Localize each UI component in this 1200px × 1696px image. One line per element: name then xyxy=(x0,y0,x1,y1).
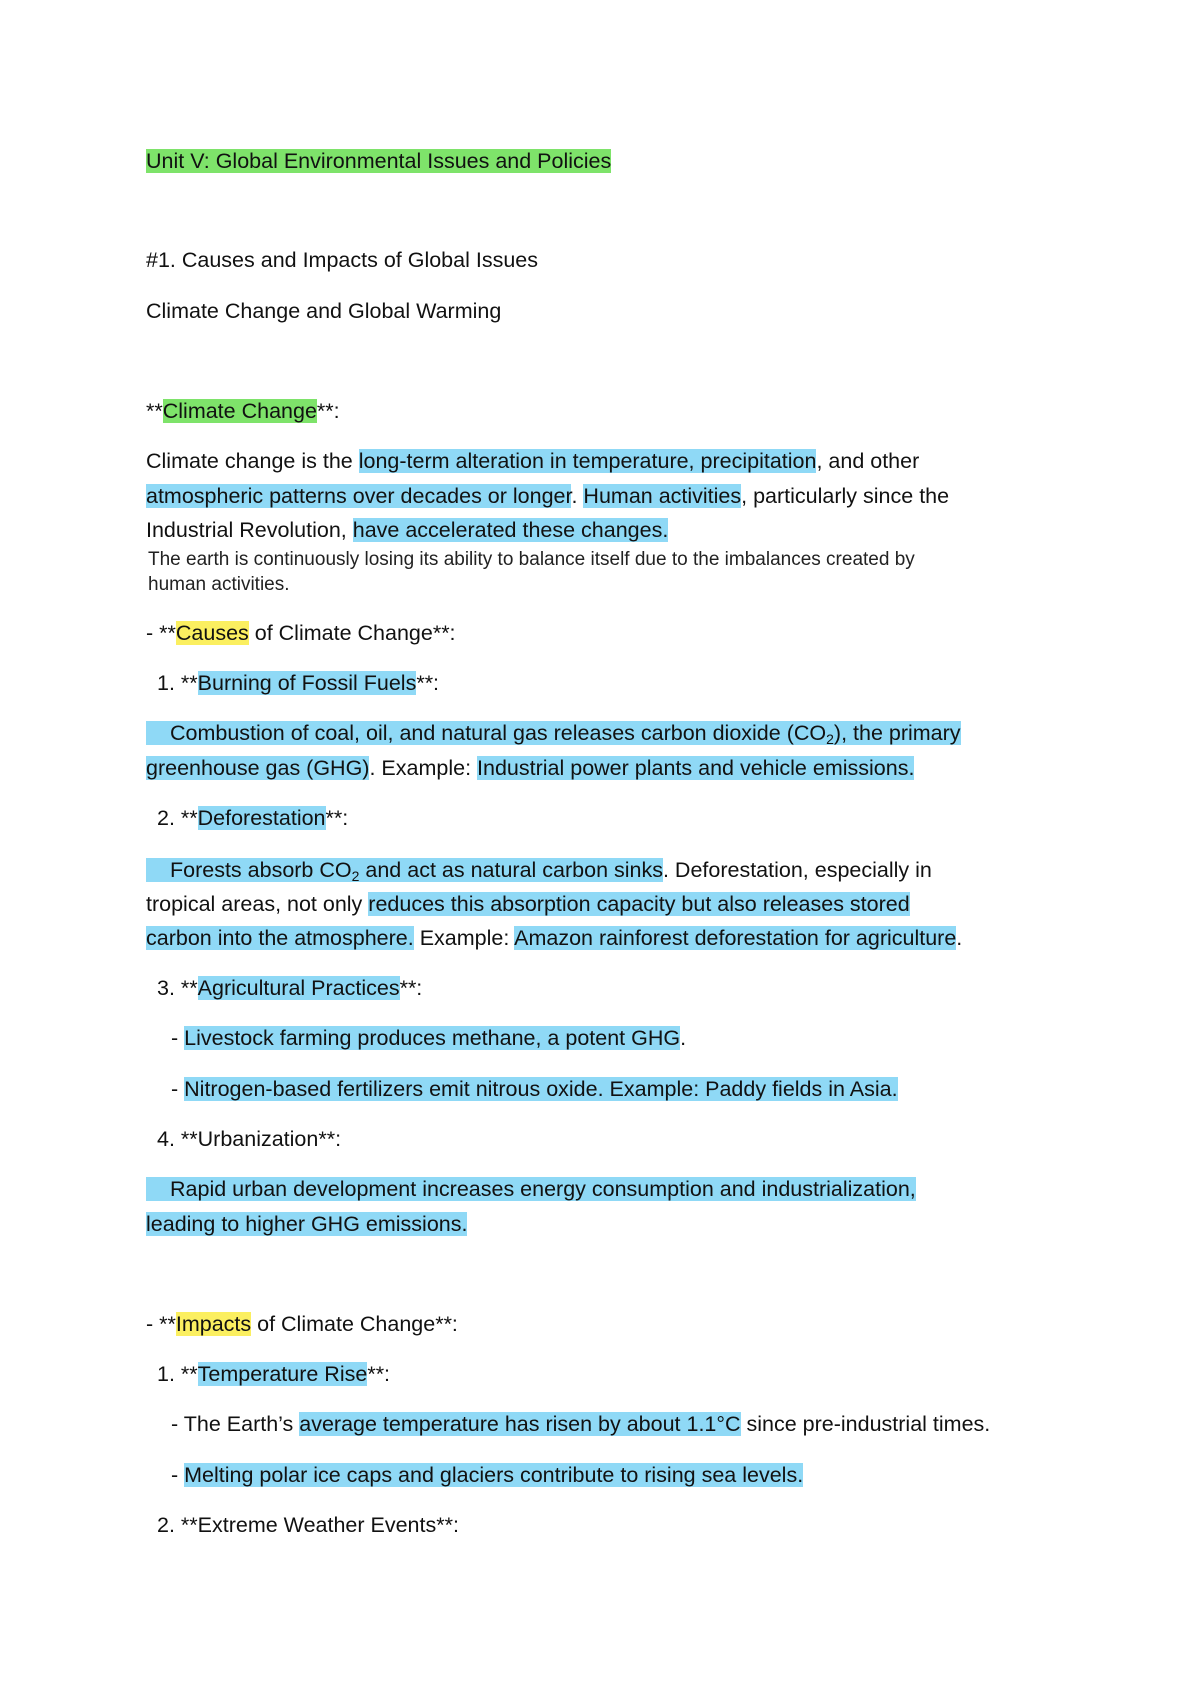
heading-prefix: ** xyxy=(146,399,163,423)
subscript: 2 xyxy=(826,731,834,747)
highlight-run: long-term alteration in temperature, xyxy=(358,449,701,473)
text-run: **: xyxy=(416,671,440,695)
text-run: of Climate Change**: xyxy=(248,621,456,645)
cause-2-line-2 xyxy=(146,889,910,919)
text-run: of Climate Change**: xyxy=(251,1312,458,1336)
highlight-run: carbon into the atmosphere. xyxy=(146,926,414,950)
text-run: . xyxy=(680,1026,687,1050)
climate-change-heading xyxy=(146,396,340,426)
highlight-run: Agricultural Practices xyxy=(197,976,400,1000)
highlight-run: Impacts xyxy=(175,1312,252,1336)
text-run: ), the primary xyxy=(833,721,961,745)
text-run: - ** xyxy=(146,1312,176,1336)
text-run: - xyxy=(171,1463,185,1487)
impact-1-bullet-1 xyxy=(171,1409,990,1439)
text-run: and act as natural carbon sinks xyxy=(359,858,663,882)
impact-1-bullet-2 xyxy=(171,1460,803,1490)
text-run: , particularly since the xyxy=(741,484,950,508)
highlight-run: have accelerated these changes. xyxy=(352,518,669,542)
text-run: . Deforestation, especially in xyxy=(662,858,932,882)
highlight-run xyxy=(146,858,663,882)
cause-3-bullet-2 xyxy=(171,1074,898,1104)
cause-4-heading: 4. **Urbanization**: xyxy=(157,1127,342,1151)
cause-2-heading xyxy=(157,803,348,833)
text-run: tropical areas, not only xyxy=(146,892,369,916)
highlight-run xyxy=(146,721,961,745)
text-run: Climate change is the xyxy=(146,449,359,473)
text-run: Example: xyxy=(413,926,515,950)
cause-3-bullet-1 xyxy=(171,1023,686,1053)
highlight-run: Livestock farming produces methane, a potent GHG xyxy=(184,1026,681,1050)
title-highlight: Unit V: Global Environmental Issues and Policies xyxy=(146,149,612,173)
highlight-run: Rapid urban development increases energy consumption and industrialization, xyxy=(146,1177,916,1201)
highlight-run: precipitation xyxy=(700,449,817,473)
text-run: **: xyxy=(325,806,349,830)
impact-2-heading: 2. **Extreme Weather Events**: xyxy=(157,1513,459,1537)
highlight-run: Melting polar ice caps and glaciers contribute to rising sea levels. xyxy=(184,1463,804,1487)
subsection-heading: Climate Change and Global Warming xyxy=(146,299,502,323)
note-line-2: human activities. xyxy=(148,574,290,595)
cause-2-line-1 xyxy=(146,855,932,885)
text-run: 1. ** xyxy=(157,1362,198,1386)
text-run: . xyxy=(956,926,963,950)
highlight-run: atmospheric patterns over decades or longer xyxy=(146,484,572,508)
highlight-run: average temperature has risen by about 1.1°C xyxy=(299,1412,741,1436)
causes-heading xyxy=(146,618,456,648)
cause-1-heading xyxy=(157,668,439,698)
cause-2-line-3 xyxy=(146,923,962,953)
highlight-run: Amazon rainforest deforestation for agriculture xyxy=(514,926,957,950)
highlight-run: leading to higher GHG emissions. xyxy=(146,1212,468,1236)
text-run: 1. ** xyxy=(157,671,198,695)
doc-title xyxy=(146,146,611,176)
highlight-run: Temperature Rise xyxy=(197,1362,368,1386)
text-run: Combustion of coal, oil, and natural gas releases carbon dioxide (CO xyxy=(170,721,827,745)
cause-1-line-1 xyxy=(146,718,961,748)
text-run: , and other xyxy=(816,449,920,473)
heading-highlight: Climate Change xyxy=(162,399,317,423)
definition-line-1 xyxy=(146,446,919,476)
text-run: . xyxy=(571,484,584,508)
highlight-run: Industrial power plants and vehicle emissions. xyxy=(477,756,915,780)
highlight-run: Nitrogen-based fertilizers emit nitrous oxide. Example: Paddy fields in Asia. xyxy=(184,1077,898,1101)
definition-line-2 xyxy=(146,481,949,511)
note-line-1: The earth is continuously losing its ability to balance itself due to the imbalances created by xyxy=(148,549,915,570)
cause-3-heading xyxy=(157,973,422,1003)
highlight-run: greenhouse gas (GHG) xyxy=(146,756,370,780)
text-run: **: xyxy=(367,1362,391,1386)
text-run: Industrial Revolution, xyxy=(146,518,353,542)
cause-1-line-2 xyxy=(146,753,914,783)
impacts-heading xyxy=(146,1309,458,1339)
heading-suffix: **: xyxy=(316,399,340,423)
text-run: - xyxy=(171,1026,185,1050)
text-run: 2. ** xyxy=(157,806,198,830)
subscript: 2 xyxy=(351,868,360,884)
highlight-run: Deforestation xyxy=(197,806,326,830)
text-run: . Example: xyxy=(369,756,478,780)
highlight-run: Human activities xyxy=(583,484,742,508)
highlight-run: Burning of Fossil Fuels xyxy=(197,671,417,695)
impact-1-heading xyxy=(157,1359,390,1389)
cause-4-line-2 xyxy=(146,1209,467,1239)
text-run: 3. ** xyxy=(157,976,198,1000)
text-run: - ** xyxy=(146,621,176,645)
highlight-run: reduces this absorption capacity but also releases stored xyxy=(368,892,910,916)
text-run: - xyxy=(171,1077,185,1101)
cause-4-line-1 xyxy=(146,1174,916,1204)
highlight-run: Causes xyxy=(175,621,249,645)
section-heading: #1. Causes and Impacts of Global Issues xyxy=(146,248,538,272)
definition-line-3 xyxy=(146,515,668,545)
text-run: since pre-industrial times. xyxy=(740,1412,991,1436)
text-run: - The Earth’s xyxy=(171,1412,300,1436)
text-run: Forests absorb CO xyxy=(170,858,352,882)
text-run: **: xyxy=(399,976,423,1000)
